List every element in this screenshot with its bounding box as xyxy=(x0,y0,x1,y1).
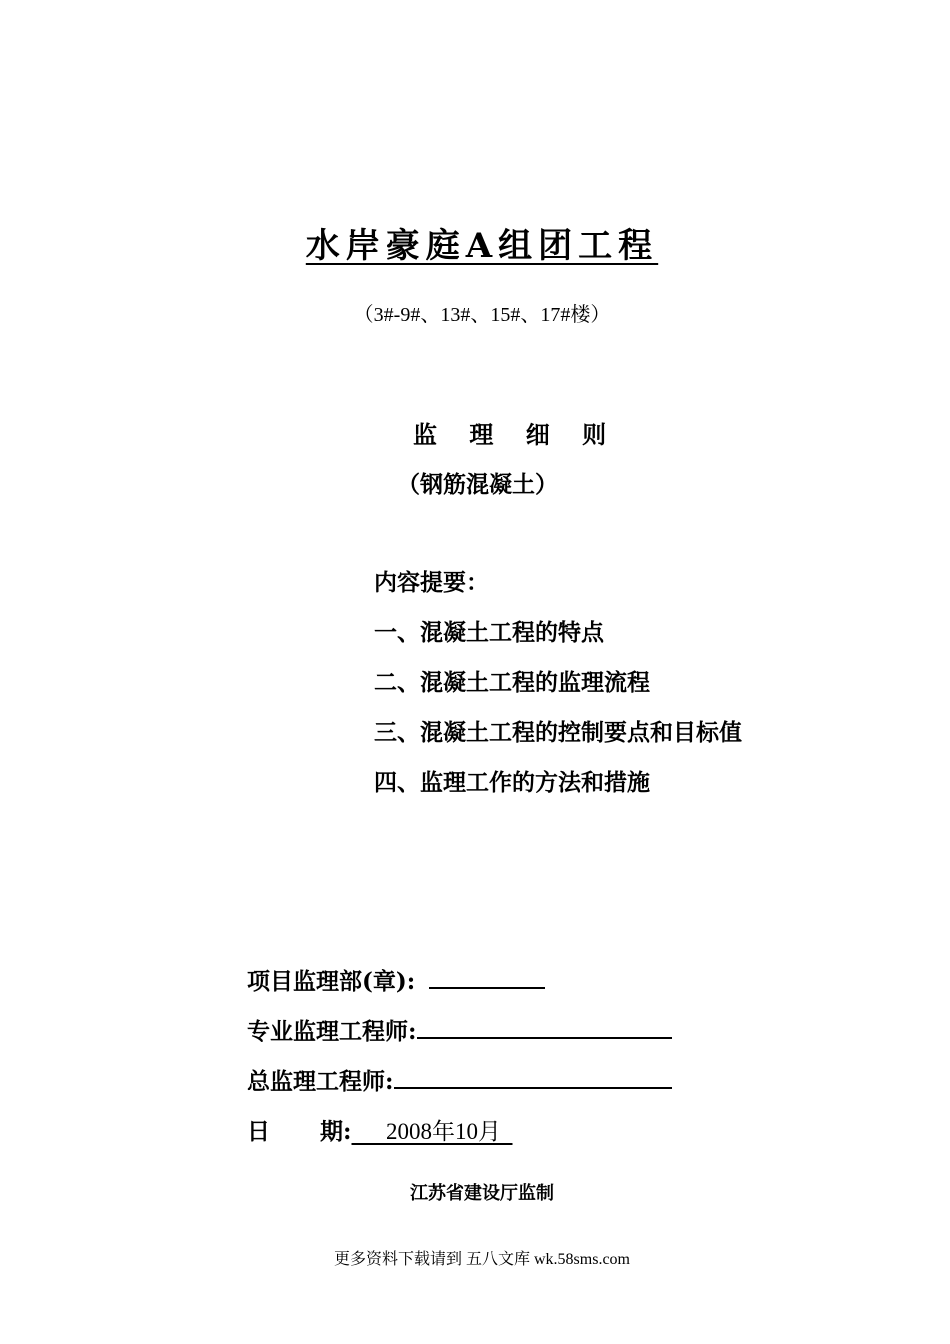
project-dept-signature-line xyxy=(429,965,545,989)
contents-heading: 内容提要： xyxy=(374,569,489,596)
date-value: 2008年10月 xyxy=(351,1119,513,1144)
project-dept-signature-row xyxy=(247,963,545,996)
contents-item: 二、混凝土工程的监理流程 xyxy=(374,669,650,696)
document-type: 监 理 细 则 xyxy=(413,420,619,449)
document-title: 水岸豪庭A组团工程 xyxy=(305,226,659,266)
contents-item: 四、监理工作的方法和措施 xyxy=(374,769,650,796)
specialist-signature-row xyxy=(247,1013,672,1046)
chief-signature-line xyxy=(394,1065,672,1089)
date-label-first: 日 xyxy=(247,1118,270,1145)
contents-item: 一、混凝土工程的特点 xyxy=(374,619,604,646)
date-row xyxy=(247,1113,513,1146)
contents-item: 三、混凝土工程的控制要点和目标值 xyxy=(374,719,742,746)
specialist-signature-line xyxy=(417,1015,672,1039)
footer-note: 更多资料下载请到 五八文库 wk.58sms.com xyxy=(333,1251,630,1268)
chief-engineer-label: 总监理工程师: xyxy=(247,1068,394,1095)
specialist-engineer-label: 专业监理工程师: xyxy=(247,1018,417,1045)
issuer-text: 江苏省建设厅监制 xyxy=(410,1183,554,1204)
project-dept-label: 项目监理部(章): xyxy=(247,968,416,995)
document-subtype: （钢筋混凝土） xyxy=(397,471,558,498)
building-subtitle: （3#-9#、13#、15#、17#楼） xyxy=(353,304,611,326)
chief-signature-row xyxy=(247,1063,672,1096)
date-label-second: 期: xyxy=(320,1118,352,1145)
